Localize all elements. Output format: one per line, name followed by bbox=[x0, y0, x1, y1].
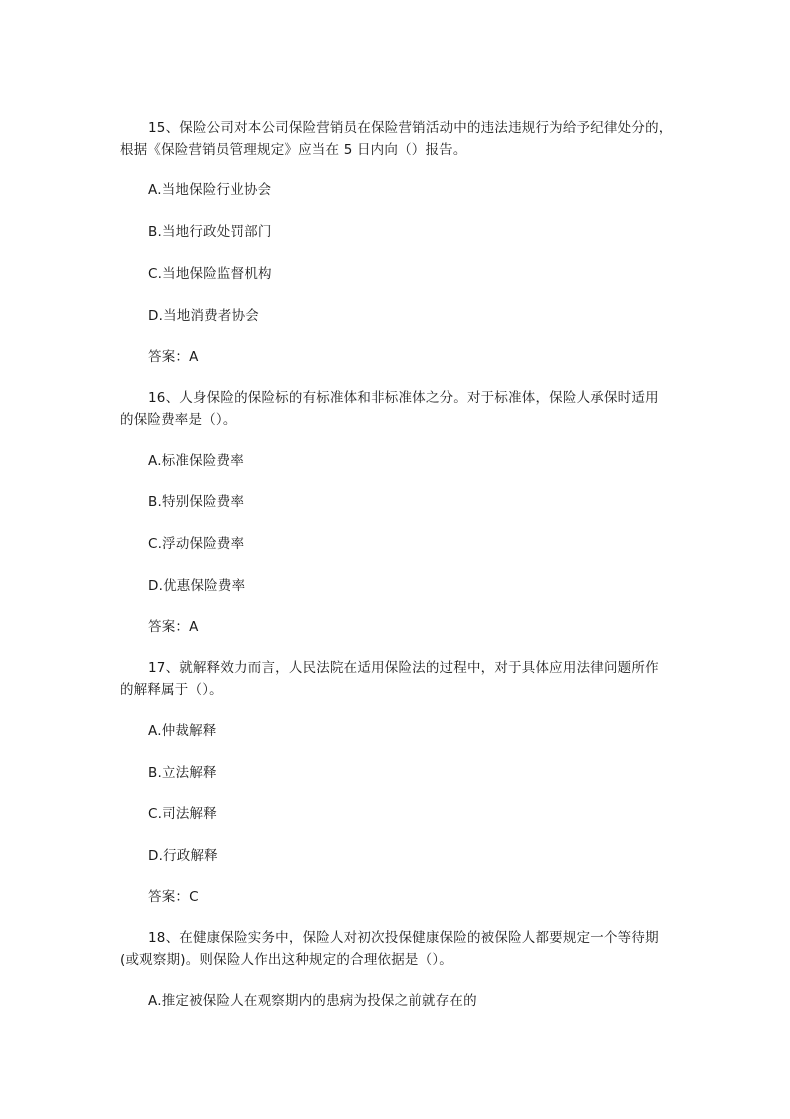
question-17-option-b: B.立法解释 bbox=[148, 765, 217, 781]
question-15-option-d: D.当地消费者协会 bbox=[148, 308, 259, 324]
question-16-option-c: C.浮动保险费率 bbox=[148, 536, 245, 552]
question-16-stem-line2: 的保险费率是（）。 bbox=[120, 412, 237, 428]
question-16-option-d: D.优惠保险费率 bbox=[148, 578, 246, 594]
question-15-option-b: B.当地行政处罚部门 bbox=[148, 224, 272, 240]
question-18-stem-line1: 18、在健康保险实务中，保险人对初次投保健康保险的被保险人都要规定一个等待期 bbox=[148, 930, 659, 946]
question-18-stem-line2: (或观察期)。则保险人作出这种规定的合理依据是（）。 bbox=[120, 952, 453, 968]
question-15-answer: 答案：A bbox=[148, 349, 199, 365]
question-17-option-d: D.行政解释 bbox=[148, 848, 218, 864]
question-17-stem-line1: 17、就解释效力而言，人民法院在适用保险法的过程中，对于具体应用法律问题所作 bbox=[148, 660, 659, 676]
question-18-option-a: A.推定被保险人在观察期内的患病为投保之前就存在的 bbox=[148, 993, 477, 1009]
question-15-option-c: C.当地保险监督机构 bbox=[148, 266, 272, 282]
question-15-stem-line1: 15、保险公司对本公司保险营销员在保险营销活动中的违法违规行为给予纪律处分的， bbox=[148, 120, 673, 136]
question-17-answer: 答案：C bbox=[148, 889, 199, 905]
question-16-stem-line1: 16、人身保险的保险标的有标准体和非标准体之分。对于标准体，保险人承保时适用 bbox=[148, 390, 659, 406]
question-16-answer: 答案：A bbox=[148, 619, 199, 635]
question-17-option-a: A.仲裁解释 bbox=[148, 723, 217, 739]
question-16-option-b: B.特别保险费率 bbox=[148, 494, 245, 510]
question-15-option-a: A.当地保险行业协会 bbox=[148, 182, 272, 198]
question-17-option-c: C.司法解释 bbox=[148, 806, 217, 822]
question-16-option-a: A.标准保险费率 bbox=[148, 453, 244, 469]
question-15-stem-line2: 根据《保险营销员管理规定》应当在 5 日内向（）报告。 bbox=[120, 142, 467, 158]
question-17-stem-line2: 的解释属于（）。 bbox=[120, 682, 223, 698]
